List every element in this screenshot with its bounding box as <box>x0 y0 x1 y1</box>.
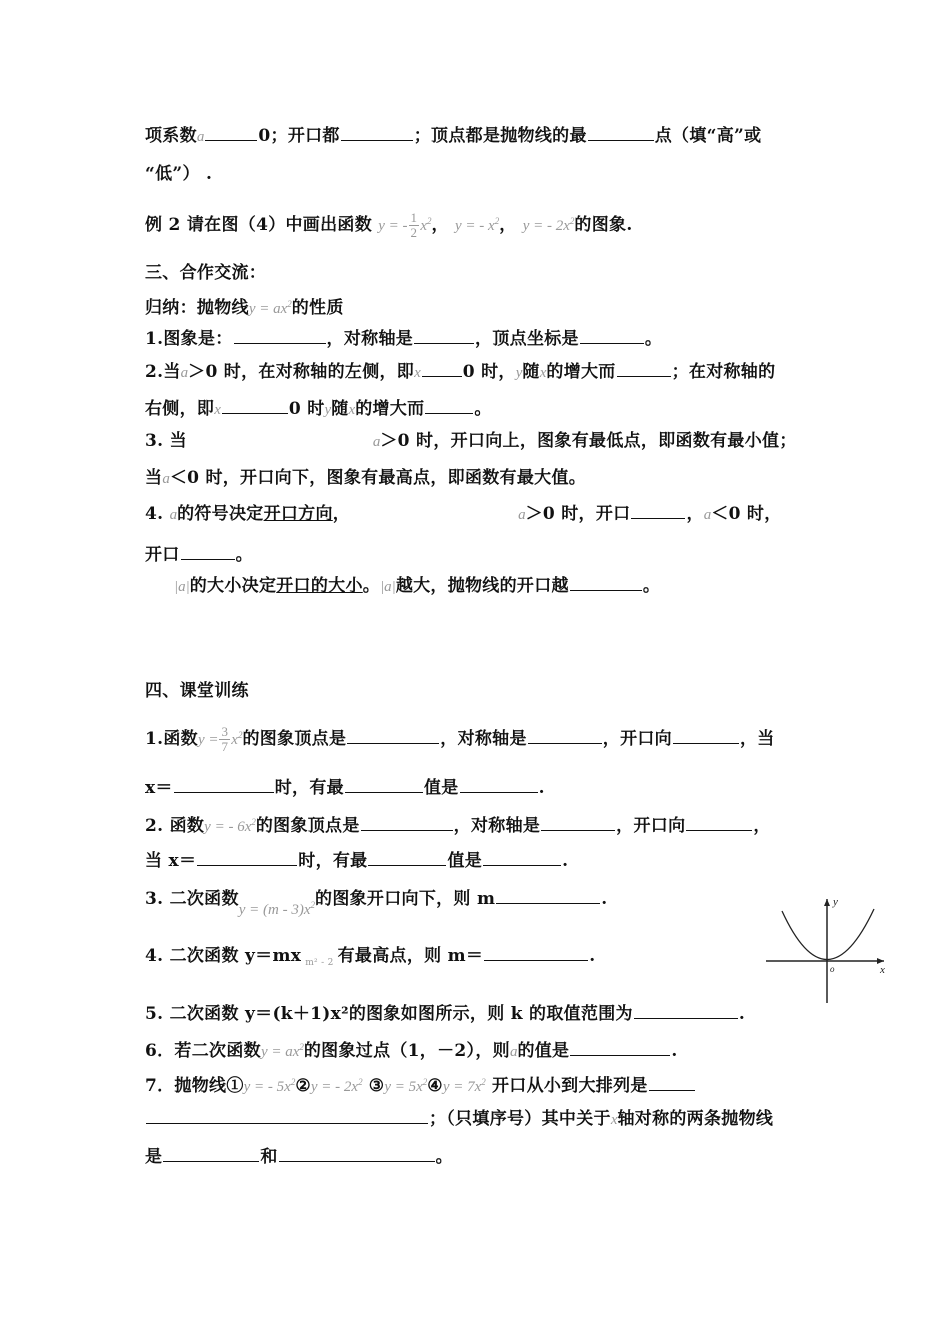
fill-blank[interactable] <box>649 1074 695 1091</box>
text-line: 右侧，即x 0 时y随x的增大而 。 <box>145 399 492 419</box>
text-line: 当 x＝ 时，有最 值是 . <box>145 851 569 871</box>
fill-blank[interactable] <box>163 1145 259 1162</box>
fill-blank[interactable] <box>205 124 257 141</box>
fill-blank[interactable] <box>686 814 752 831</box>
fill-blank[interactable] <box>174 776 274 793</box>
fill-blank[interactable] <box>631 502 685 519</box>
text-line: “低”） . <box>145 164 213 184</box>
fill-blank[interactable] <box>146 1107 428 1124</box>
fill-blank[interactable] <box>361 814 453 831</box>
text-line: 3. 当 a＞0 时，开口向上，图象有最低点，即函数有最小值； <box>145 431 797 451</box>
fill-blank[interactable] <box>484 944 588 961</box>
question-5: 5. 二次函数 y＝(k＋1)x²的图象如图所示，则 k 的取值范围为 . <box>145 1004 746 1024</box>
math-a: a <box>196 129 205 145</box>
question-4: 4. 二次函数 y＝mx $_{m^2 - 2}$ 有最高点，则 m＝ . <box>145 946 596 969</box>
fill-blank[interactable] <box>460 776 538 793</box>
fill-blank[interactable] <box>570 574 642 591</box>
section-heading: 三、合作交流： <box>145 263 267 283</box>
y-axis-label: y <box>833 896 838 908</box>
fill-blank[interactable] <box>673 727 739 744</box>
fill-blank[interactable] <box>414 327 474 344</box>
text-line: 项系数a 0；开口都 ；顶点都是抛物线的最 点（填“高”或 <box>145 126 762 146</box>
text-line: 1.图象是： ，对称轴是 ，顶点坐标是 。 <box>145 329 663 349</box>
fill-blank[interactable] <box>279 1145 435 1162</box>
fill-blank[interactable] <box>496 887 600 904</box>
text-line: |a|的大小决定开口的大小。|a|越大，抛物线的开口越 。 <box>174 576 661 596</box>
x-axis-label: x <box>880 964 885 976</box>
text-line: 4. a的符号决定开口方向， a＞0 时，开口 ，a＜0 时， <box>145 504 782 524</box>
fill-blank[interactable] <box>368 849 446 866</box>
fill-blank[interactable] <box>347 727 439 744</box>
text-line: x＝ 时，有最 值是 . <box>145 778 545 798</box>
question-7: 7．抛物线①y = - $5x^2②y$ = - $2x^2$ ③y = $5x^2④y = 7x^2$ 开口从小到大排列是 <box>145 1071 696 1098</box>
fill-blank[interactable] <box>222 397 288 414</box>
fill-blank[interactable] <box>483 849 561 866</box>
text-line: 归纳：抛物线$y = ax^2$的性质 <box>145 298 344 318</box>
fill-blank[interactable] <box>528 727 602 744</box>
fill-blank[interactable] <box>634 1002 738 1019</box>
question-3: 3. 二次函数$y = (m - 3)x^2$的图象开口向下，则 m . <box>145 889 608 918</box>
parabola-curve <box>782 909 874 960</box>
text-line: 是 和 。 <box>145 1147 453 1167</box>
fill-blank[interactable] <box>425 397 473 414</box>
y-axis-arrow <box>824 899 830 906</box>
text-line: 开口 。 <box>145 545 253 565</box>
fill-blank[interactable] <box>181 543 235 560</box>
text-line: ；（只填序号）其中关于x轴对称的两条抛物线 <box>145 1107 773 1131</box>
fill-blank[interactable] <box>234 327 326 344</box>
fill-blank[interactable] <box>580 327 644 344</box>
fill-blank[interactable] <box>345 776 423 793</box>
text-line: 当a＜0 时，开口向下，图象有最高点，即函数有最大值。 <box>145 468 587 488</box>
text-line: 2.当a＞0 时，在对称轴的左侧，即x 0 时，y随x的增大而 ；在对称轴的 <box>145 362 776 382</box>
question-1: 1.函数y = $\frac{3}{7}$ $x^2$的图象顶点是 ，对称轴是 ，开口向 ，当 <box>145 724 775 754</box>
fill-blank[interactable] <box>617 360 671 377</box>
parabola-graph <box>764 893 890 1005</box>
fill-blank[interactable] <box>341 124 413 141</box>
example-2: 例 2 请在图（4）中画出函数 y = - $\frac{1}{2}$ $x^2$， y = - $x^2$， y = - $2x^2$的图象. <box>145 210 633 240</box>
question-6: 6．若二次函数$y = ax^2$的图象过点（1，－2），则a的值是 . <box>145 1041 678 1061</box>
origin-label: o <box>830 964 835 974</box>
fill-blank[interactable] <box>570 1039 670 1056</box>
fill-blank[interactable] <box>197 849 297 866</box>
section-heading: 四、课堂训练 <box>145 681 249 701</box>
fill-blank[interactable] <box>422 360 462 377</box>
fraction: $\frac{1}{2}$ <box>410 210 418 240</box>
question-2: 2. 函数y = - $6x^2$的图象顶点是 ，对称轴是 ，开口向 ， <box>145 816 771 836</box>
fill-blank[interactable] <box>588 124 654 141</box>
fill-blank[interactable] <box>541 814 615 831</box>
fraction: $\frac{3}{7}$ <box>221 724 229 754</box>
